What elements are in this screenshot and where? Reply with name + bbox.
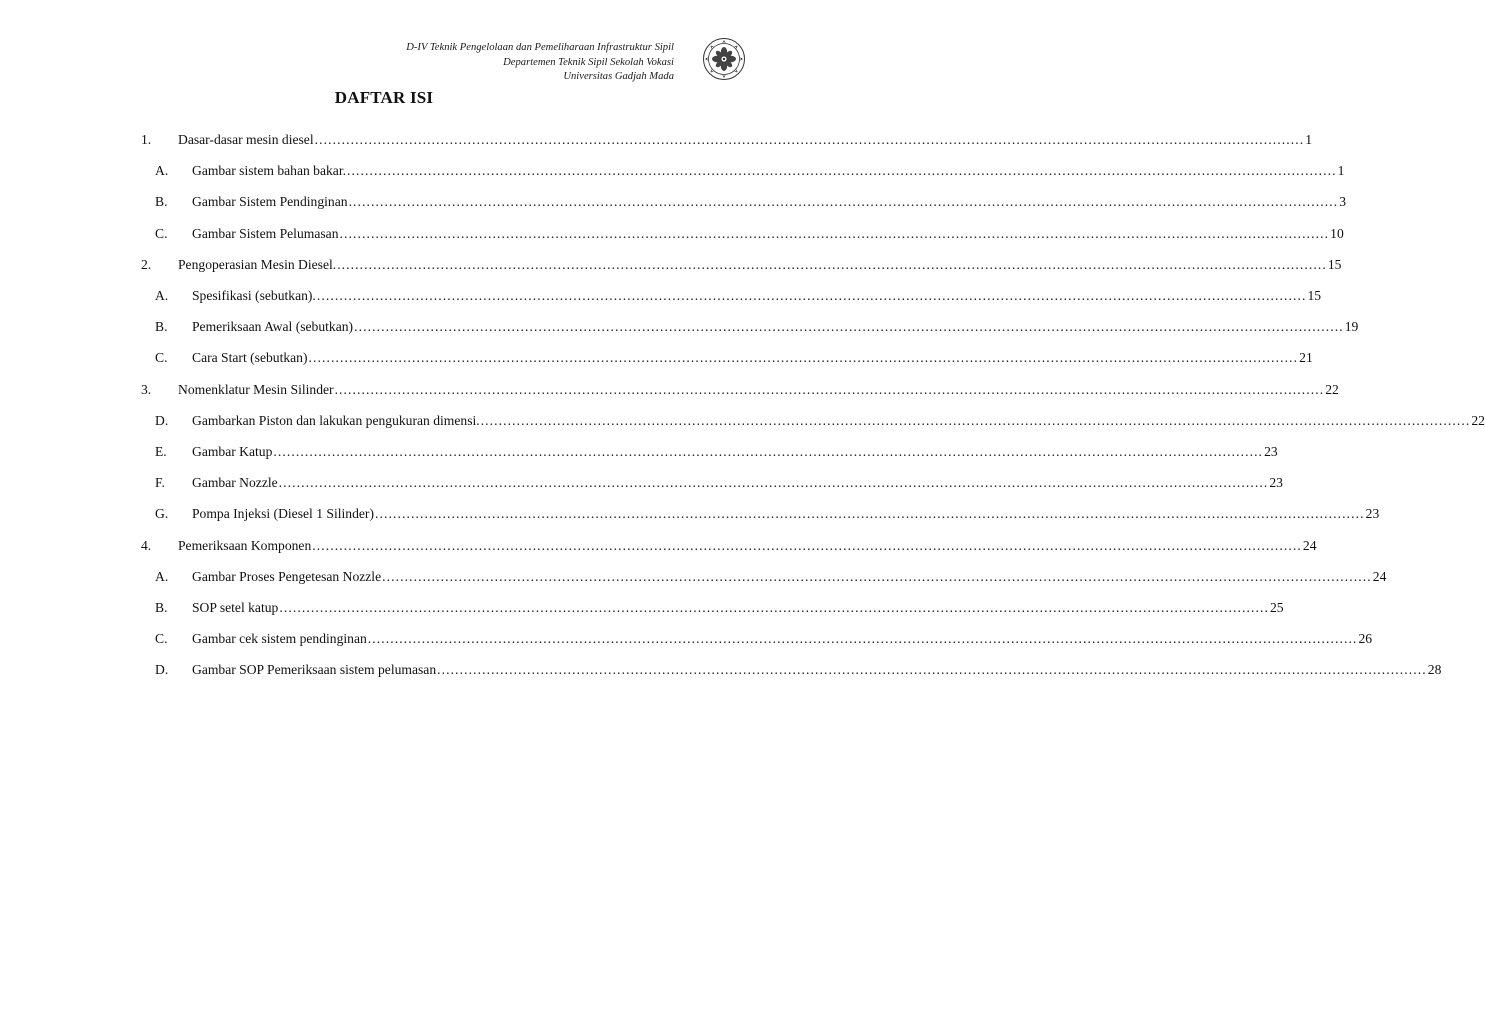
toc-entry-title: Pompa Injeksi (Diesel 1 Silinder): [192, 506, 374, 521]
toc-entry-number: A.: [155, 569, 169, 584]
page-title: DAFTAR ISI: [334, 88, 434, 107]
header-line-3: Universitas Gadjah Mada: [563, 71, 674, 82]
toc-dot-leader: ............................................................................................................................................................................................................................: [339, 226, 1330, 241]
toc-entry-line: [192, 473, 1283, 493]
toc-entry[interactable]: [0, 224, 1344, 244]
toc-dot-leader: ............................................................................................................................................................................................................................: [278, 475, 1269, 490]
toc-entry-title: Dasar-dasar mesin diesel: [178, 132, 314, 147]
toc-entry-page-number: 26: [1358, 631, 1373, 646]
toc-entry[interactable]: [0, 317, 1359, 337]
toc-entry-number: 1.: [141, 132, 152, 147]
toc-dot-leader: ............................................................................................................................................................................................................................: [354, 319, 1344, 334]
toc-entry-number: D.: [155, 662, 169, 677]
toc-dot-leader: ............................................................................................................................................................................................................................: [308, 350, 1299, 365]
toc-entry-line: [192, 348, 1313, 368]
toc-dot-leader: ............................................................................................................................................................................................................................: [367, 631, 1358, 646]
toc-entry-title: Pemeriksaan Komponen: [178, 538, 312, 553]
toc-entry-line: [178, 536, 1317, 556]
toc-entry-line: [192, 629, 1373, 649]
toc-entry-number: A.: [155, 288, 169, 303]
toc-entry-title: Gambar SOP Pemeriksaan sistem pelumasan: [192, 662, 437, 677]
toc-entry-page-number: 15: [1327, 257, 1342, 272]
toc-entry-page-number: 23: [1269, 475, 1283, 490]
toc-entry-page-number: 22: [1471, 413, 1485, 428]
toc-entry-line: [178, 380, 1339, 400]
toc-entry-line: [192, 411, 1485, 431]
toc-dot-leader: ............................................................................................................................................................................................................................: [316, 288, 1307, 303]
toc-entry-title: Pengoperasian Mesin Diesel.: [178, 257, 337, 272]
toc-entry[interactable]: [0, 286, 1322, 306]
toc-entry-number: B.: [155, 600, 168, 615]
toc-dot-leader: ............................................................................................................................................................................................................................: [437, 662, 1427, 677]
toc-dot-leader: ............................................................................................................................................................................................................................: [334, 382, 1325, 397]
toc-dot-leader: ............................................................................................................................................................................................................................: [279, 600, 1269, 615]
toc-entry-line: [192, 567, 1387, 587]
toc-entry-number: 4.: [141, 538, 152, 553]
toc-dot-leader: ............................................................................................................................................................................................................................: [374, 506, 1365, 521]
toc-entry[interactable]: [0, 567, 1387, 587]
toc-entry-line: [178, 130, 1313, 150]
toc-entry-page-number: 15: [1307, 288, 1322, 303]
toc-entry-number: 3.: [141, 382, 152, 397]
toc-entry-number: D.: [155, 413, 169, 428]
toc-entry-page-number: 23: [1365, 506, 1380, 521]
toc-entry[interactable]: [0, 536, 1317, 556]
toc-entry-line: [192, 660, 1442, 680]
toc-entry-page-number: 19: [1344, 319, 1359, 334]
toc-entry-title: Gambar Nozzle: [192, 475, 278, 490]
toc-entry-number: C.: [155, 350, 168, 365]
toc-entry-page-number: 1: [1337, 163, 1345, 178]
toc-entry-page-number: 10: [1330, 226, 1344, 241]
toc-entry-line: [192, 161, 1345, 181]
toc-entry[interactable]: [0, 380, 1339, 400]
document-header: [406, 41, 674, 85]
toc-entry-number: E.: [155, 444, 167, 459]
toc-entry-number: F.: [155, 475, 165, 490]
toc-dot-leader: ............................................................................................................................................................................................................................: [314, 132, 1305, 147]
toc-dot-leader: ............................................................................................................................................................................................................................: [382, 569, 1372, 584]
toc-entry-title: Gambarkan Piston dan lakukan pengukuran dimensi.: [192, 413, 480, 428]
toc-entry-page-number: 28: [1427, 662, 1442, 677]
toc-entry-number: G.: [155, 506, 169, 521]
toc-entry[interactable]: [0, 161, 1345, 181]
toc-entry[interactable]: [0, 411, 1485, 431]
toc-entry-page-number: 24: [1302, 538, 1317, 553]
toc-entry[interactable]: [0, 442, 1278, 462]
toc-entry-page-number: 25: [1270, 600, 1284, 615]
toc-entry-title: Nomenklatur Mesin Silinder: [178, 382, 334, 397]
toc-entry-title: Gambar Proses Pengetesan Nozzle: [192, 569, 382, 584]
toc-entry-number: B.: [155, 319, 168, 334]
toc-entry[interactable]: [0, 504, 1380, 524]
toc-entry-title: Gambar Sistem Pendinginan: [192, 194, 348, 209]
toc-entry-line: [192, 442, 1278, 462]
toc-entry-title: Pemeriksaan Awal (sebutkan): [192, 319, 354, 334]
toc-entry-title: Gambar Sistem Pelumasan: [192, 226, 339, 241]
toc-entry-page-number: 3: [1339, 194, 1347, 209]
toc-entry-line: [192, 598, 1284, 618]
toc-entry[interactable]: [0, 473, 1283, 493]
toc-entry[interactable]: [0, 660, 1442, 680]
toc-entry-title: SOP setel katup: [192, 600, 279, 615]
toc-entry-number: C.: [155, 631, 168, 646]
toc-entry-line: [192, 286, 1322, 306]
toc-entry-page-number: 22: [1325, 382, 1339, 397]
toc-entry-line: [192, 317, 1359, 337]
toc-entry-number: 2.: [141, 257, 152, 272]
toc-dot-leader: ............................................................................................................................................................................................................................: [348, 194, 1339, 209]
toc-entry-page-number: 21: [1299, 350, 1313, 365]
toc-entry-line: [192, 192, 1347, 212]
toc-dot-leader: ............................................................................................................................................................................................................................: [347, 163, 1337, 178]
toc-entry-number: B.: [155, 194, 168, 209]
toc-entry-line: [192, 224, 1344, 244]
toc-entry[interactable]: [0, 629, 1373, 649]
toc-entry-line: [178, 255, 1342, 275]
toc-entry-title: Gambar Katup: [192, 444, 273, 459]
toc-entry[interactable]: [0, 130, 1313, 150]
toc-dot-leader: ............................................................................................................................................................................................................................: [312, 538, 1302, 553]
toc-entry-number: A.: [155, 163, 169, 178]
toc-dot-leader: ............................................................................................................................................................................................................................: [480, 413, 1471, 428]
toc-entry-number: C.: [155, 226, 168, 241]
toc-dot-leader: ............................................................................................................................................................................................................................: [273, 444, 1264, 459]
toc-entry-title: Cara Start (sebutkan): [192, 350, 308, 365]
header-line-2: Departemen Teknik Sipil Sekolah Vokasi: [503, 56, 674, 68]
header-line-1: D-IV Teknik Pengelolaan dan Pemeliharaan Infrastruktur Sipil: [406, 42, 674, 53]
toc-entry-page-number: 24: [1372, 569, 1387, 584]
toc-entry-title: Gambar sistem bahan bakar.: [192, 163, 347, 178]
university-seal-icon: [702, 37, 746, 81]
toc-entry[interactable]: [0, 348, 1313, 368]
toc-entry[interactable]: [0, 255, 1342, 275]
toc-entry[interactable]: [0, 598, 1284, 618]
toc-dot-leader: ............................................................................................................................................................................................................................: [337, 257, 1327, 272]
toc-entry-page-number: 1: [1305, 132, 1313, 147]
toc-entry-title: Gambar cek sistem pendinginan: [192, 631, 367, 646]
toc-entry-line: [192, 504, 1380, 524]
toc-entry[interactable]: [0, 192, 1347, 212]
toc-entry-title: Spesifikasi (sebutkan).: [192, 288, 316, 303]
toc-entry-page-number: 23: [1264, 444, 1278, 459]
